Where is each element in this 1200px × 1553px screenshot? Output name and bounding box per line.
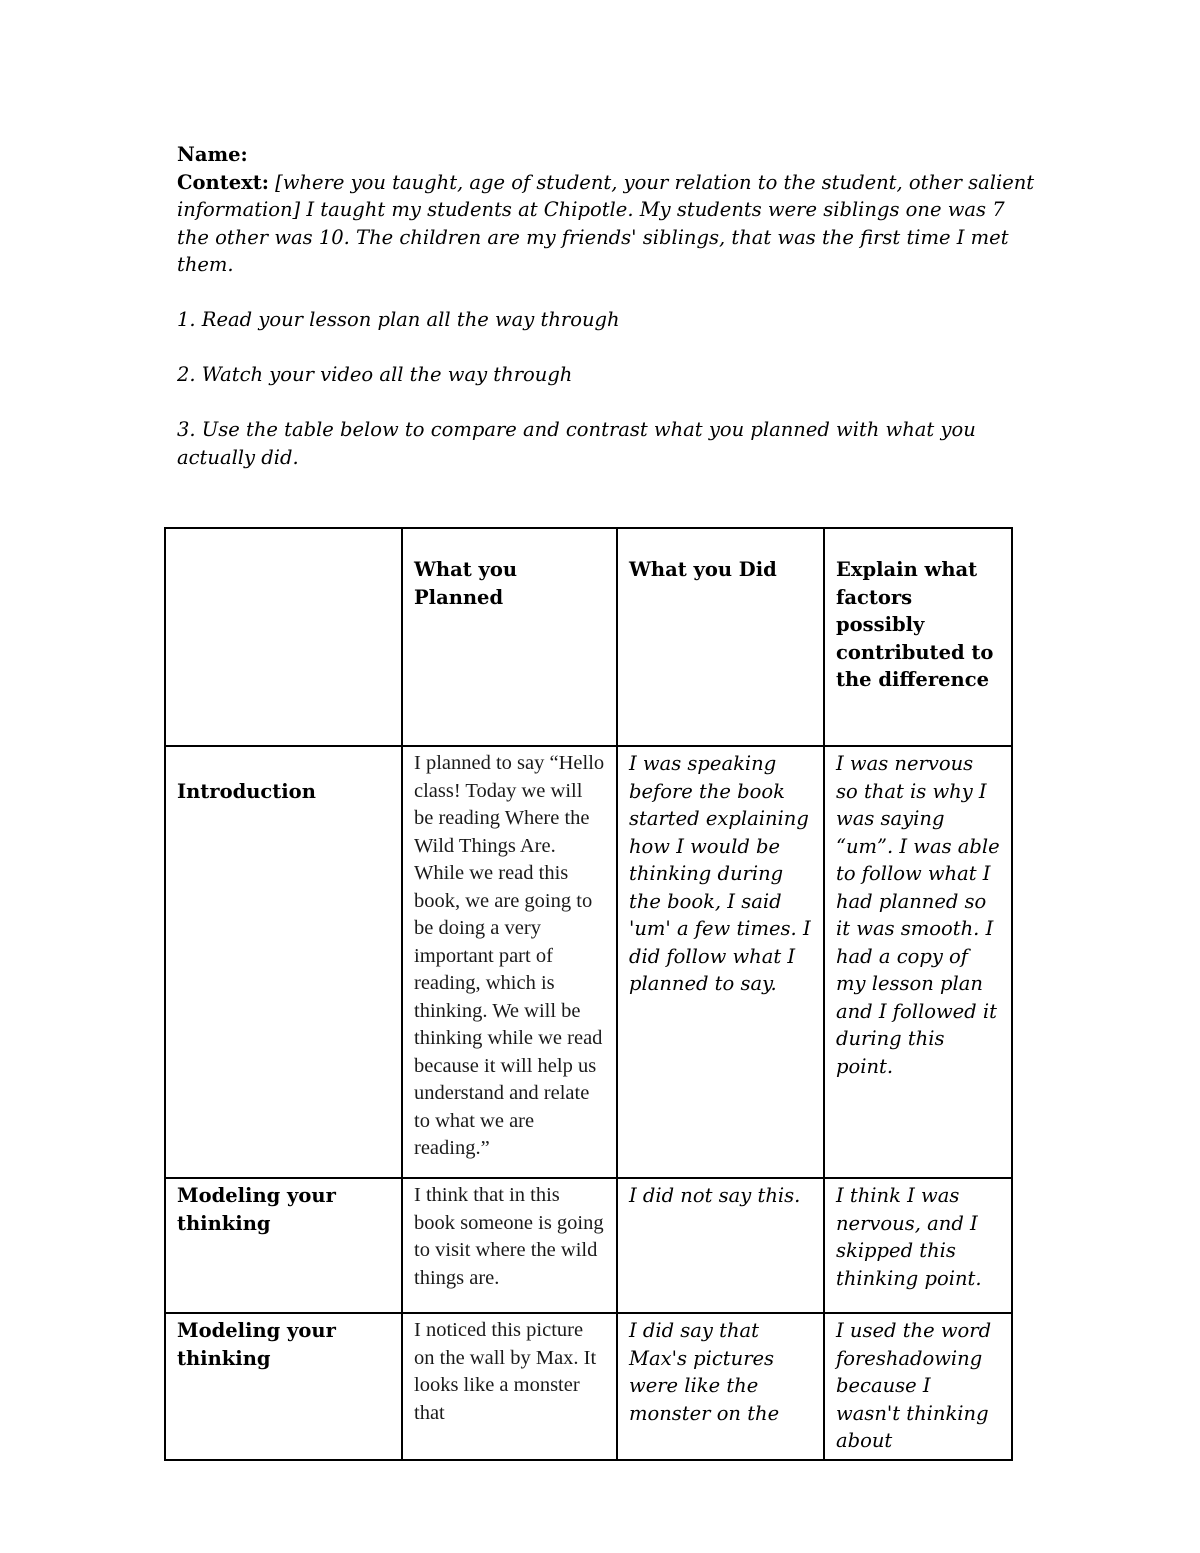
name-line: [177, 141, 1037, 169]
did-cell: I did say that Max's pictures were like the monster on the: [617, 1313, 824, 1460]
comparison-table: [164, 527, 1013, 1461]
planned-cell: I think that in this book someone is going to visit where the wild things are.: [402, 1178, 617, 1313]
context-label: Context:: [177, 170, 269, 194]
table-row: [165, 746, 1012, 1178]
row-label-modeling-thinking: Modeling your thinking: [165, 1178, 402, 1313]
planned-cell: I noticed this picture on the wall by Max. It looks like a monster that: [402, 1313, 617, 1460]
context-paragraph: [177, 169, 1037, 279]
row-label-cell: [165, 746, 402, 1178]
context-answer: I taught my students at Chipotle. My students were siblings one was 7 the other was 10. The children are my friends' siblings, that was the first time I met them.: [177, 198, 1009, 276]
name-label: Name:: [177, 143, 248, 166]
row-label-modeling-thinking: Modeling your thinking: [165, 1313, 402, 1460]
table-row: [165, 1313, 1012, 1460]
factors-cell: I used the word foreshadowing because I wasn't thinking about: [824, 1313, 1012, 1460]
planned-cell: I planned to say “Hello class! Today we will be reading Where the Wild Things Are. While we read this book, we are going to be doing a very important part of reading, which is thinking. We will be thinking while we read because it will help us understand and relate to what we are reading.”: [402, 746, 617, 1178]
header-cell-empty: [165, 528, 402, 746]
context-prompt: [where you taught, age of student, your relation to the student, other salient information]: [177, 170, 1035, 221]
table-header-row: [165, 528, 1012, 746]
step-3: 3. Use the table below to compare and contrast what you planned with what you actually did.: [177, 418, 976, 469]
step-2: 2. Watch your video all the way through: [177, 363, 573, 386]
row-label-introduction: Introduction: [177, 779, 316, 803]
factors-cell: I think I was nervous, and I skipped this thinking point.: [824, 1178, 1012, 1313]
document-header: [177, 141, 1037, 471]
table-row: [165, 1178, 1012, 1313]
did-cell: I did not say this.: [617, 1178, 824, 1313]
header-cell-factors: Explain what factors possibly contributed to the difference: [824, 528, 1012, 746]
did-cell: I was speaking before the book started explaining how I would be thinking during the book, I said 'um' a few times. I did follow what I planned to say.: [617, 746, 824, 1178]
factors-cell: I was nervous so that is why I was saying “um”. I was able to follow what I had planned so it was smooth. I had a copy of my lesson plan and I followed it during this point.: [824, 746, 1012, 1178]
header-cell-planned: What you Planned: [402, 528, 617, 746]
step-1: 1. Read your lesson plan all the way through: [177, 308, 620, 331]
header-cell-did: What you Did: [617, 528, 824, 746]
